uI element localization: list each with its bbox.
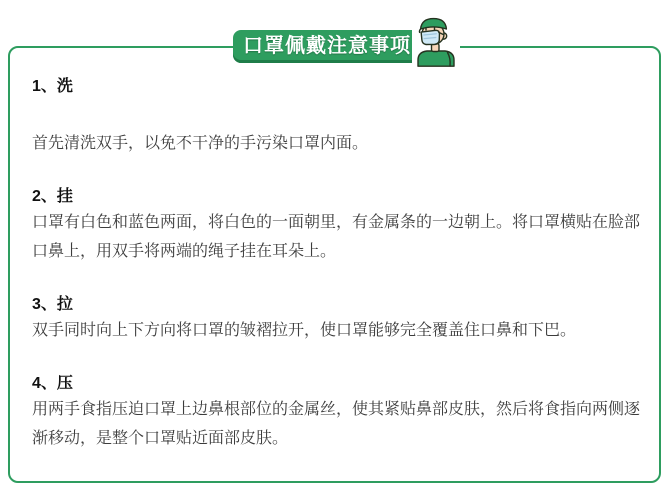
step-1-body: 首先清洗双手，以免不干净的手污染口罩内面。 — [32, 135, 369, 152]
step-2-body: 口罩有白色和蓝色两面，将白色的一面朝里，有金属条的一边朝上。将口罩横贴在脸部口鼻上，用双手将两端的绳子挂在耳朵上。 — [32, 214, 641, 260]
step-3-body: 双手同时向上下方向将口罩的皱褶拉开，使口罩能够完全覆盖住口鼻和下巴。 — [32, 322, 577, 339]
step-2-heading: 2、挂 — [32, 188, 73, 205]
info-card — [8, 46, 661, 483]
title-badge — [233, 30, 421, 63]
surgeon-with-mask-icon — [412, 14, 460, 67]
step-4-body: 用两手食指压迫口罩上边鼻根部位的金属丝，使其紧贴鼻部皮肤，然后将食指向两侧逐渐移动，是整个口罩贴近面部皮肤。 — [32, 401, 641, 447]
card-content — [10, 48, 659, 453]
step-1-heading: 1、洗 — [32, 78, 73, 95]
step-3-heading: 3、拉 — [32, 296, 73, 313]
step-4-heading: 4、压 — [32, 375, 73, 392]
title-badge-label: 口罩佩戴注意事项 — [243, 35, 411, 57]
